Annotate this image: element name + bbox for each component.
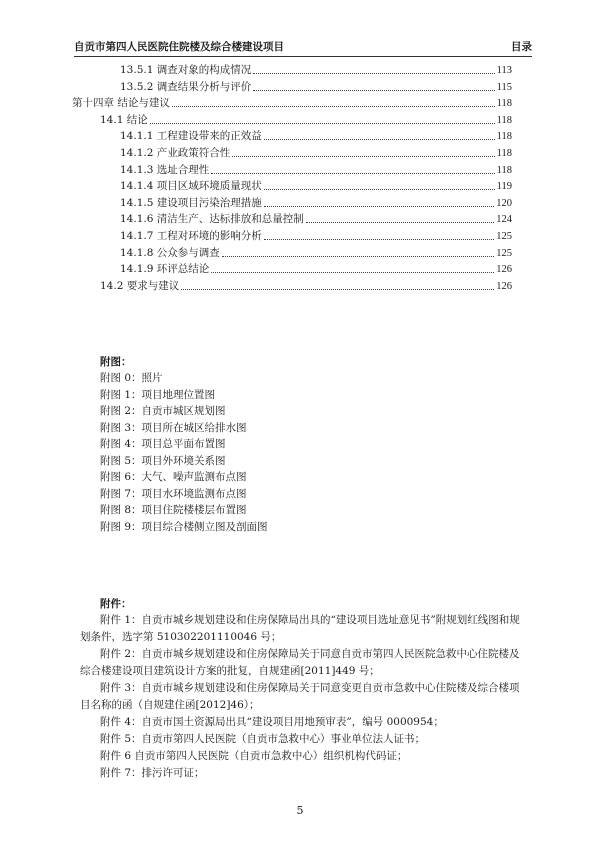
toc-entry[interactable]: [72, 178, 512, 195]
toc-leader-dots: [181, 278, 494, 290]
toc-entry-label: 13.5.2 调查结果分析与评价: [120, 80, 252, 93]
toc-entry-label: 14.1.6 清洁生产、达标排放和总量控制: [120, 213, 304, 226]
toc-entry-label: 第十四章 结论与建议: [72, 97, 170, 110]
toc-leader-dots: [253, 79, 494, 91]
toc-leader-dots: [264, 195, 495, 207]
figure-item: 附图 5：项目外环境关系图: [100, 454, 226, 467]
toc-entry[interactable]: [72, 211, 512, 228]
figure-item: 附图 9：项目综合楼侧立图及剖面图: [100, 520, 268, 533]
header-section: 目录: [511, 41, 532, 53]
table-of-contents: [72, 62, 512, 294]
toc-entry-label: 14.1.4 项目区域环境质量现状: [120, 180, 262, 193]
toc-entry-page: 124: [496, 214, 512, 226]
toc-entry-page: 126: [496, 264, 512, 276]
figure-item: 附图 3：项目所在城区给排水图: [100, 421, 247, 434]
toc-entry-label: 14.1.1 工程建设带来的正效益: [120, 130, 262, 143]
toc-leader-dots: [222, 245, 495, 257]
toc-leader-dots: [172, 95, 495, 107]
toc-entry[interactable]: [72, 112, 512, 129]
toc-entry[interactable]: [72, 261, 512, 278]
toc-entry[interactable]: [72, 278, 512, 295]
toc-leader-dots: [264, 228, 495, 240]
figures-title: 附图：: [100, 356, 132, 368]
figure-item: 附图 0：照片: [100, 372, 163, 384]
toc-entry[interactable]: [72, 162, 512, 179]
toc-entry[interactable]: [72, 145, 512, 162]
figures-section: [100, 354, 520, 535]
toc-leader-dots: [306, 211, 495, 223]
page-header: [74, 40, 532, 57]
toc-entry-page: 126: [496, 280, 512, 292]
toc-leader-dots: [211, 261, 494, 273]
header-title: 自贡市第四人民医院住院楼及综合楼建设项目: [74, 41, 284, 53]
figure-item: 附图 2：自贡市城区规划图: [100, 405, 226, 417]
figure-item: 附图 8：项目住院楼楼层布置图: [100, 504, 247, 516]
toc-entry-page: 118: [496, 114, 512, 126]
attachment-item: 附件 5：自贡市第四人民医院（自贡市急救中心）事业单位法人证书；: [100, 733, 426, 745]
toc-entry[interactable]: [72, 79, 512, 96]
toc-leader-dots: [211, 162, 494, 174]
attachment-item: 附件 4：自贡市国土资源局出具“建设项目用地预审表”，编号 0000954；: [100, 716, 444, 728]
attachments-title: 附件：: [100, 598, 132, 610]
attachments-section: [80, 596, 520, 782]
attachment-item: 附件 7：排污许可证；: [100, 767, 205, 779]
toc-entry-label: 14.1.8 公众参与调查: [120, 246, 220, 259]
toc-entry-page: 125: [496, 247, 512, 259]
toc-entry-page: 118: [496, 147, 512, 159]
attachment-item: 附件 3：自贡市城乡规划建设和住房保障局关于同意变更自贡市急救中心住院楼及综合楼项目名称的函（自规建住函[2012]46）；: [80, 682, 520, 711]
toc-leader-dots: [253, 62, 494, 74]
toc-entry[interactable]: [72, 228, 512, 245]
attachment-item: 附件 1：自贡市城乡规划建设和住房保障局出具的“建设项目选址意见书”附规划红线图和规划条件，选字第 510302201110046 号；: [80, 614, 520, 643]
figure-item: 附图 7：项目水环境监测布点图: [100, 487, 247, 500]
toc-entry-label: 14.2 要求与建议: [100, 279, 180, 292]
toc-leader-dots: [264, 178, 495, 190]
toc-entry[interactable]: [72, 128, 512, 145]
figures-list: [100, 370, 520, 535]
toc-entry-label: 14.1.2 产业政策符合性: [120, 146, 231, 159]
toc-entry-label: 13.5.1 调查对象的构成情况: [120, 64, 252, 76]
toc-entry-page: 115: [496, 81, 512, 93]
toc-entry-page: 118: [496, 98, 512, 110]
attachment-item: 附件 2：自贡市城乡规划建设和住房保障局关于同意自贡市第四人民医院急救中心住院楼及综合楼建设项目建筑设计方案的批复，自规建函[2011]449 号；: [80, 648, 520, 677]
toc-entry[interactable]: [72, 95, 512, 112]
toc-entry[interactable]: [72, 245, 512, 262]
toc-entry-label: 14.1.5 建设项目污染治理措施: [120, 196, 262, 209]
figure-item: 附图 1：项目地理位置图: [100, 388, 216, 401]
toc-entry-label: 14.1.3 选址合理性: [120, 163, 210, 176]
attachments-list: [80, 612, 520, 782]
toc-entry-label: 14.1.7 工程对环境的影响分析: [120, 229, 262, 242]
figure-item: 附图 4：项目总平面布置图: [100, 438, 226, 450]
toc-entry-page: 118: [496, 164, 512, 176]
toc-entry-label: 14.1 结论: [100, 113, 148, 126]
toc-entry-page: 118: [496, 131, 512, 143]
toc-entry-label: 14.1.9 环评总结论: [120, 263, 210, 276]
toc-entry-page: 119: [496, 181, 512, 193]
toc-leader-dots: [232, 145, 494, 157]
toc-entry[interactable]: [72, 195, 512, 212]
toc-leader-dots: [150, 112, 495, 124]
toc-entry-page: 113: [496, 65, 512, 76]
toc-entry-page: 125: [496, 230, 512, 242]
toc-leader-dots: [264, 128, 495, 140]
toc-entry-page: 120: [496, 197, 512, 209]
figure-item: 附图 6：大气、噪声监测布点图: [100, 471, 247, 483]
toc-entry[interactable]: [72, 62, 512, 79]
attachment-item: 附件 6 自贡市第四人民医院（自贡市急救中心）组织机构代码证；: [100, 750, 408, 762]
page-number: 5: [296, 804, 304, 817]
